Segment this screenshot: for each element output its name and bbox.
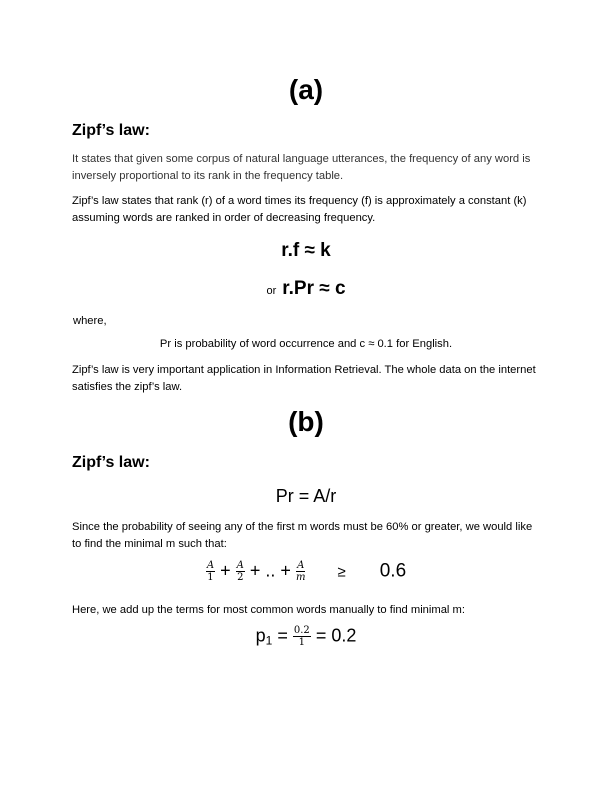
part-b-label: (b) [288,406,324,437]
p1-result: = 0.2 [315,625,357,646]
geq-sign: ≥ [337,563,346,581]
fraction-a-over-1: $\frac{A}{1}$ [206,560,215,583]
fraction-a-over-2: $\frac{A}{2}$ [236,560,244,583]
part-b-paragraph-2: Here, we add up the terms for most common words manually to find minimal m: [72,604,465,616]
part-a-paragraph-1: It states that given some corpus of natural language utterances, the frequency of any word is inversely proportional to its rank in the frequency table. [72,153,531,182]
part-a-label: (a) [288,74,324,105]
or-word: or [266,285,277,297]
threshold-value: 0.6 [379,560,407,582]
sum-inequality [0,560,612,583]
ellipsis-plus: + .. + [249,560,291,581]
equation-rank-frequency: r.f ≈ k [281,240,331,261]
p1-equation [0,625,612,648]
plus-sign: + [220,560,231,581]
part-b-paragraph-1: Since the probability of seeing any of the first m words must be 60% or greater, we would like to find the minimal m such that: [72,521,533,550]
part-a-paragraph-2: Zipf’s law states that rank (r) of a word times its frequency (f) is approximately a constant (k) assuming words are ranked in order of decreasing frequency. [72,195,527,224]
equation-rank-probability-text: r.Pr ≈ c [282,278,346,299]
p1-equals: = [277,625,288,646]
p1-subscript: 1 [265,633,273,648]
fraction-0-2-over-1: $\frac{0.2}{1}$ [293,625,310,648]
part-b-heading: Zipf’s law: [72,454,150,471]
equation-pr-a-over-r: Pr = A/r [275,486,337,506]
pr-note: Pr is probability of word occurrence and c ≈ 0.1 for English. [159,338,453,350]
where-label: where, [73,315,107,327]
part-a-paragraph-3: Zipf’s law is very important application in Information Retrieval. The whole data on the internet satisfies the zipf’s law. [72,364,536,393]
equation-rank-probability [0,278,612,300]
p1-lhs: p [255,625,266,646]
part-a-heading: Zipf’s law: [72,122,150,139]
fraction-a-over-m: $\frac{A}{m}$ [295,560,306,583]
